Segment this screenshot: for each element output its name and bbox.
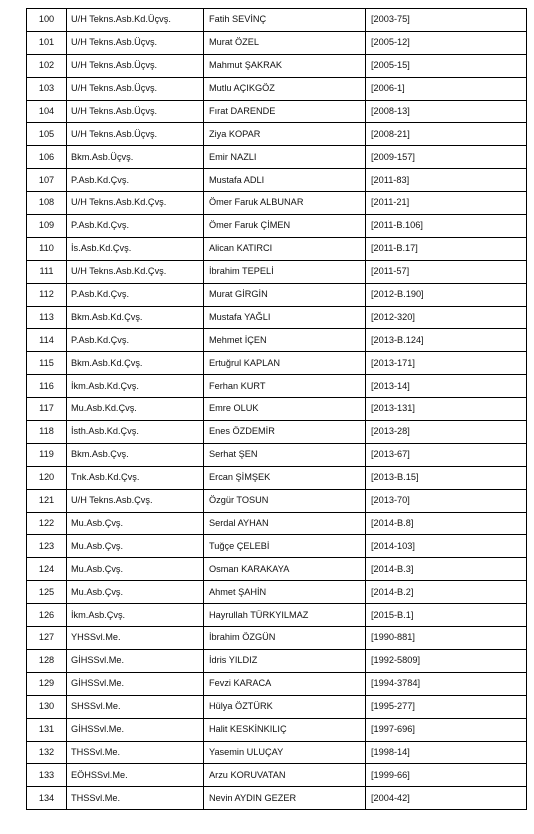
table-row <box>27 627 527 650</box>
table-row <box>27 77 527 100</box>
name-cell: Yasemin ULUÇAY <box>204 741 366 764</box>
row-number-cell: 106 <box>27 146 67 169</box>
row-number-cell: 115 <box>27 352 67 375</box>
name-cell: Ziya KOPAR <box>204 123 366 146</box>
table-row <box>27 695 527 718</box>
row-number-cell: 120 <box>27 466 67 489</box>
registry-cell: [2014-B.2] <box>366 581 527 604</box>
rank-cell: U/H Tekns.Asb.Üçvş. <box>67 123 204 146</box>
row-number-cell: 128 <box>27 649 67 672</box>
registry-cell: [2014-103] <box>366 535 527 558</box>
rank-cell: Bkm.Asb.Kd.Çvş. <box>67 306 204 329</box>
rank-cell: P.Asb.Kd.Çvş. <box>67 215 204 238</box>
row-number-cell: 100 <box>27 9 67 32</box>
name-cell: Emir NAZLI <box>204 146 366 169</box>
table-row <box>27 764 527 787</box>
name-cell: Ertuğrul KAPLAN <box>204 352 366 375</box>
row-number-cell: 104 <box>27 100 67 123</box>
name-cell: Ömer Faruk ALBUNAR <box>204 192 366 215</box>
name-cell: Ferhan KURT <box>204 375 366 398</box>
table-row <box>27 398 527 421</box>
rank-cell: Mu.Asb.Çvş. <box>67 512 204 535</box>
registry-cell: [2013-131] <box>366 398 527 421</box>
row-number-cell: 108 <box>27 192 67 215</box>
rank-cell: EÖHSSvl.Me. <box>67 764 204 787</box>
registry-cell: [2004-42] <box>366 787 527 810</box>
registry-cell: [2013-171] <box>366 352 527 375</box>
rank-cell: İsth.Asb.Kd.Çvş. <box>67 421 204 444</box>
table-row <box>27 283 527 306</box>
name-cell: İdris YILDIZ <box>204 649 366 672</box>
row-number-cell: 123 <box>27 535 67 558</box>
rank-cell: U/H Tekns.Asb.Üçvş. <box>67 100 204 123</box>
registry-cell: [2005-12] <box>366 31 527 54</box>
registry-cell: [2011-83] <box>366 169 527 192</box>
registry-cell: [2005-15] <box>366 54 527 77</box>
rank-cell: U/H Tekns.Asb.Çvş. <box>67 489 204 512</box>
row-number-cell: 129 <box>27 672 67 695</box>
row-number-cell: 122 <box>27 512 67 535</box>
registry-cell: [1995-277] <box>366 695 527 718</box>
table-row <box>27 489 527 512</box>
registry-cell: [2013-14] <box>366 375 527 398</box>
rank-cell: P.Asb.Kd.Çvş. <box>67 329 204 352</box>
table-row <box>27 123 527 146</box>
rank-cell: Bkm.Asb.Üçvş. <box>67 146 204 169</box>
row-number-cell: 118 <box>27 421 67 444</box>
name-cell: Mustafa YAĞLI <box>204 306 366 329</box>
registry-cell: [2014-B.3] <box>366 558 527 581</box>
table-row <box>27 9 527 32</box>
name-cell: Fevzi KARACA <box>204 672 366 695</box>
row-number-cell: 134 <box>27 787 67 810</box>
name-cell: Ömer Faruk ÇİMEN <box>204 215 366 238</box>
table-row <box>27 146 527 169</box>
rank-cell: THSSvl.Me. <box>67 787 204 810</box>
rank-cell: Mu.Asb.Kd.Çvş. <box>67 398 204 421</box>
table-row <box>27 604 527 627</box>
registry-cell: [1990-881] <box>366 627 527 650</box>
registry-cell: [2011-57] <box>366 260 527 283</box>
row-number-cell: 116 <box>27 375 67 398</box>
name-cell: Alican KATIRCI <box>204 237 366 260</box>
table-row <box>27 558 527 581</box>
name-cell: Ahmet ŞAHİN <box>204 581 366 604</box>
row-number-cell: 126 <box>27 604 67 627</box>
name-cell: Mahmut ŞAKRAK <box>204 54 366 77</box>
name-cell: Mustafa ADLI <box>204 169 366 192</box>
name-cell: Serdal AYHAN <box>204 512 366 535</box>
table-row <box>27 672 527 695</box>
registry-cell: [2013-70] <box>366 489 527 512</box>
name-cell: Tuğçe ÇELEBİ <box>204 535 366 558</box>
registry-cell: [2013-B.15] <box>366 466 527 489</box>
table-row <box>27 375 527 398</box>
table-body <box>27 9 527 810</box>
registry-cell: [2009-157] <box>366 146 527 169</box>
row-number-cell: 117 <box>27 398 67 421</box>
rank-cell: İs.Asb.Kd.Çvş. <box>67 237 204 260</box>
row-number-cell: 119 <box>27 443 67 466</box>
row-number-cell: 130 <box>27 695 67 718</box>
table-row <box>27 443 527 466</box>
row-number-cell: 127 <box>27 627 67 650</box>
row-number-cell: 109 <box>27 215 67 238</box>
name-cell: Mehmet İÇEN <box>204 329 366 352</box>
row-number-cell: 101 <box>27 31 67 54</box>
row-number-cell: 124 <box>27 558 67 581</box>
name-cell: İbrahim TEPELİ <box>204 260 366 283</box>
table-row <box>27 260 527 283</box>
row-number-cell: 110 <box>27 237 67 260</box>
table-row <box>27 329 527 352</box>
registry-cell: [2011-B.106] <box>366 215 527 238</box>
row-number-cell: 132 <box>27 741 67 764</box>
rank-cell: Mu.Asb.Çvş. <box>67 535 204 558</box>
rank-cell: U/H Tekns.Asb.Üçvş. <box>67 77 204 100</box>
name-cell: Emre OLUK <box>204 398 366 421</box>
registry-cell: [2013-B.124] <box>366 329 527 352</box>
registry-cell: [1999-66] <box>366 764 527 787</box>
registry-cell: [2011-21] <box>366 192 527 215</box>
rank-cell: U/H Tekns.Asb.Üçvş. <box>67 31 204 54</box>
table-row <box>27 466 527 489</box>
name-cell: Osman KARAKAYA <box>204 558 366 581</box>
row-number-cell: 103 <box>27 77 67 100</box>
table-row <box>27 787 527 810</box>
row-number-cell: 133 <box>27 764 67 787</box>
rank-cell: GİHSSvl.Me. <box>67 649 204 672</box>
table-row <box>27 421 527 444</box>
table-row <box>27 54 527 77</box>
table-row <box>27 581 527 604</box>
registry-cell: [1998-14] <box>366 741 527 764</box>
name-cell: Fırat DARENDE <box>204 100 366 123</box>
rank-cell: U/H Tekns.Asb.Kd.Çvş. <box>67 260 204 283</box>
name-cell: Fatih SEVİNÇ <box>204 9 366 32</box>
rank-cell: U/H Tekns.Asb.Üçvş. <box>67 54 204 77</box>
name-cell: Ercan ŞİMŞEK <box>204 466 366 489</box>
name-cell: Serhat ŞEN <box>204 443 366 466</box>
row-number-cell: 111 <box>27 260 67 283</box>
rank-cell: GİHSSvl.Me. <box>67 672 204 695</box>
registry-cell: [2015-B.1] <box>366 604 527 627</box>
row-number-cell: 112 <box>27 283 67 306</box>
table-row <box>27 192 527 215</box>
rank-cell: U/H Tekns.Asb.Kd.Çvş. <box>67 192 204 215</box>
name-cell: Hülya ÖZTÜRK <box>204 695 366 718</box>
table-row <box>27 169 527 192</box>
rank-cell: İkm.Asb.Kd.Çvş. <box>67 375 204 398</box>
row-number-cell: 107 <box>27 169 67 192</box>
rank-cell: Bkm.Asb.Çvş. <box>67 443 204 466</box>
rank-cell: Bkm.Asb.Kd.Çvş. <box>67 352 204 375</box>
rank-cell: SHSSvl.Me. <box>67 695 204 718</box>
rank-cell: Mu.Asb.Çvş. <box>67 558 204 581</box>
registry-cell: [1992-5809] <box>366 649 527 672</box>
row-number-cell: 125 <box>27 581 67 604</box>
name-cell: Enes ÖZDEMİR <box>204 421 366 444</box>
rank-cell: P.Asb.Kd.Çvş. <box>67 283 204 306</box>
registry-cell: [1997-696] <box>366 718 527 741</box>
table-row <box>27 512 527 535</box>
row-number-cell: 121 <box>27 489 67 512</box>
rank-cell: İkm.Asb.Çvş. <box>67 604 204 627</box>
row-number-cell: 114 <box>27 329 67 352</box>
registry-cell: [2008-13] <box>366 100 527 123</box>
row-number-cell: 131 <box>27 718 67 741</box>
table-row <box>27 649 527 672</box>
registry-cell: [2012-320] <box>366 306 527 329</box>
name-cell: Mutlu AÇIKGÖZ <box>204 77 366 100</box>
table-row <box>27 306 527 329</box>
rank-cell: YHSSvl.Me. <box>67 627 204 650</box>
registry-cell: [2003-75] <box>366 9 527 32</box>
name-cell: Nevin AYDIN GEZER <box>204 787 366 810</box>
registry-cell: [2011-B.17] <box>366 237 527 260</box>
table-row <box>27 352 527 375</box>
rank-cell: U/H Tekns.Asb.Kd.Üçvş. <box>67 9 204 32</box>
table-row <box>27 31 527 54</box>
name-cell: Murat ÖZEL <box>204 31 366 54</box>
rank-cell: Tnk.Asb.Kd.Çvş. <box>67 466 204 489</box>
table-row <box>27 215 527 238</box>
registry-cell: [2014-B.8] <box>366 512 527 535</box>
name-cell: Murat GİRGİN <box>204 283 366 306</box>
registry-cell: [2013-28] <box>366 421 527 444</box>
table-row <box>27 718 527 741</box>
registry-cell: [2008-21] <box>366 123 527 146</box>
table-row <box>27 741 527 764</box>
registry-cell: [2013-67] <box>366 443 527 466</box>
rank-cell: Mu.Asb.Çvş. <box>67 581 204 604</box>
row-number-cell: 102 <box>27 54 67 77</box>
table-row <box>27 237 527 260</box>
name-cell: Arzu KORUVATAN <box>204 764 366 787</box>
name-cell: Halit KESKİNKILIÇ <box>204 718 366 741</box>
registry-cell: [2012-B.190] <box>366 283 527 306</box>
registry-cell: [1994-3784] <box>366 672 527 695</box>
rank-cell: GİHSSvl.Me. <box>67 718 204 741</box>
name-cell: Özgür TOSUN <box>204 489 366 512</box>
name-cell: Hayrullah TÜRKYILMAZ <box>204 604 366 627</box>
rank-cell: P.Asb.Kd.Çvş. <box>67 169 204 192</box>
rank-cell: THSSvl.Me. <box>67 741 204 764</box>
name-cell: İbrahim ÖZGÜN <box>204 627 366 650</box>
registry-cell: [2006-1] <box>366 77 527 100</box>
table-row <box>27 100 527 123</box>
personnel-table <box>26 8 527 810</box>
row-number-cell: 105 <box>27 123 67 146</box>
row-number-cell: 113 <box>27 306 67 329</box>
table-row <box>27 535 527 558</box>
